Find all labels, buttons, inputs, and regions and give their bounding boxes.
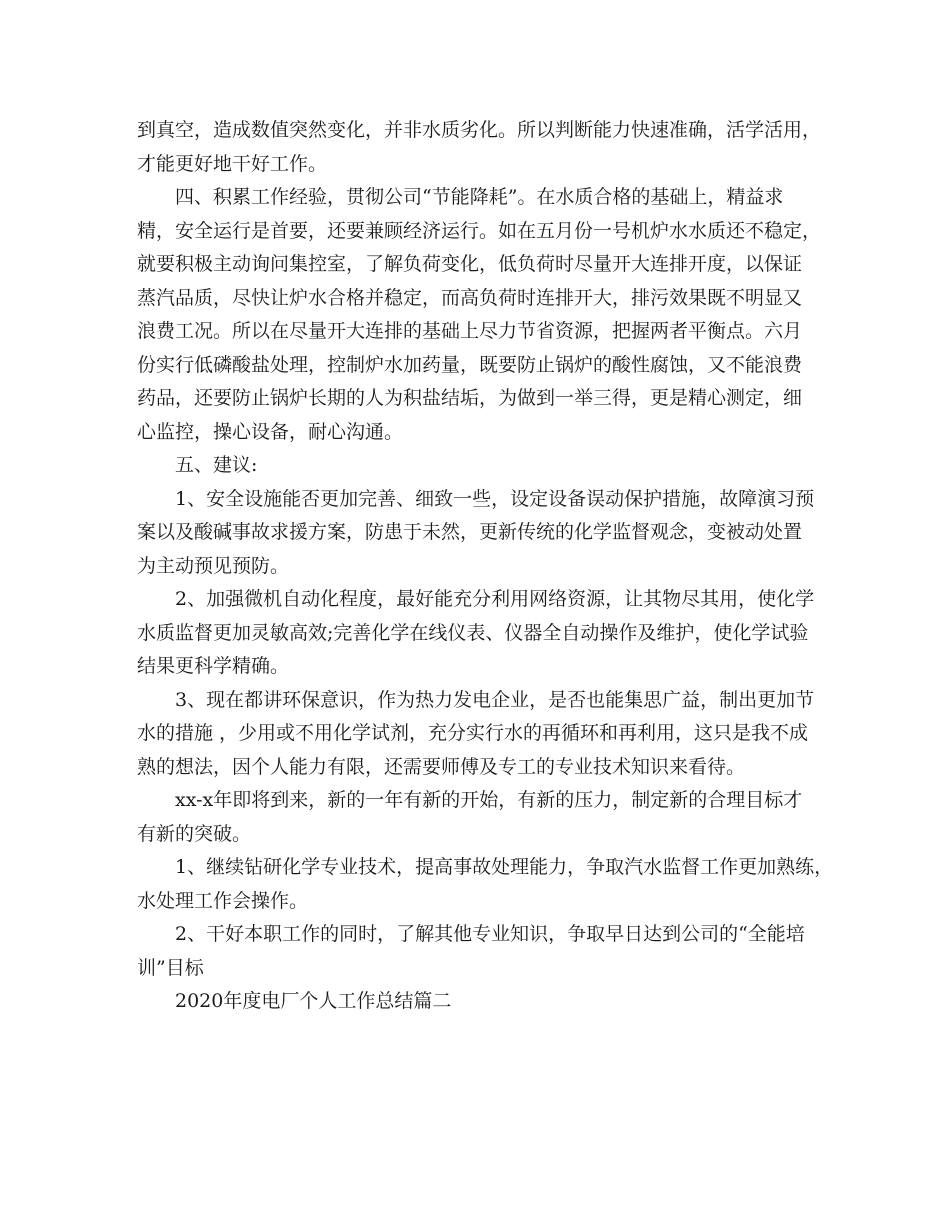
section-heading-suggestions: 五、建议: — [175, 454, 258, 476]
text-line: 浪费工况。所以在尽量开大连排的基础上尽力节省资源，把握两者平衡点。六月 — [137, 320, 803, 342]
list-item-goal-1: 1、继续钻研化学专业技术，提高事故处理能力，争取汽水监督工作更加熟练， — [175, 856, 834, 878]
text-line: 水处理工作会操作。 — [137, 889, 309, 912]
paragraph-new-year: xx-x年即将到来，新的一年有新的开始，有新的压力，制定新的合理目标才 — [175, 789, 803, 811]
text-line: 就要积极主动询问集控室，了解负荷变化，低负荷时尽量开大连排开度，以保证 — [137, 253, 803, 275]
text-line: 精，安全运行是首要，还要兼顾经济运行。如在五月份一号机炉水水质还不稳定， — [137, 219, 822, 242]
list-item-goal-2: 2、干好本职工作的同时，了解其他专业知识，争取早日达到公司的“全能培 — [175, 923, 805, 945]
list-item-suggestion-1: 1、安全设施能否更加完善、细致一些，设定设备误动保护措施，故障演习预 — [175, 487, 815, 510]
text-line: 熟的想法，因个人能力有限，还需要师傅及专工的专业技术知识来看待。 — [137, 755, 746, 778]
text-line: 案以及酸碱事故求援方案，防患于未然，更新传统的化学监督观念，变被动处置 — [137, 521, 803, 543]
text-line: 才能更好地干好工作。 — [137, 152, 328, 175]
document-body — [137, 114, 834, 1019]
text-line: 到真空，造成数值突然变化，并非水质劣化。所以判断能力快速准确，活学活用， — [137, 119, 822, 141]
next-article-title: 2020年度电厂个人工作总结篇二 — [175, 990, 452, 1012]
text-line: 水的措施 ，少用或不用化学试剂，充分实行水的再循环和再利用，这只是我不成 — [137, 722, 809, 744]
list-item-suggestion-3: 3、现在都讲环保意识，作为热力发电企业，是否也能集思广益，制出更加节 — [175, 688, 815, 711]
paragraph-heading-4: 四、积累工作经验，贯彻公司“节能降耗”。在水质合格的基础上，精益求 — [175, 186, 784, 208]
text-line: 水质监督更加灵敏高效;完善化学在线仪表、仪器全自动操作及维护，使化学试验 — [137, 621, 809, 644]
list-item-suggestion-2: 2、加强微机自动化程度，最好能充分利用网络资源，让其物尽其用，使化学 — [175, 588, 815, 610]
text-line: 蒸汽品质，尽快让炉水合格并稳定，而高负荷时连排开大，排污效果既不明显又 — [137, 286, 803, 309]
text-line: 心监控，操心设备，耐心沟通。 — [137, 420, 404, 443]
text-line: 份实行低磷酸盐处理，控制炉水加药量，既要防止锅炉的酸性腐蚀，又不能浪费 — [137, 353, 803, 376]
text-line: 结果更科学精确。 — [137, 655, 290, 677]
text-line: 药品，还要防止锅炉长期的人为积盐结垢，为做到一举三得，更是精心测定，细 — [137, 387, 803, 409]
text-line: 为主动预见预防。 — [137, 554, 290, 577]
text-line: 有新的突破。 — [137, 822, 252, 845]
text-line: 训”目标 — [137, 956, 204, 979]
